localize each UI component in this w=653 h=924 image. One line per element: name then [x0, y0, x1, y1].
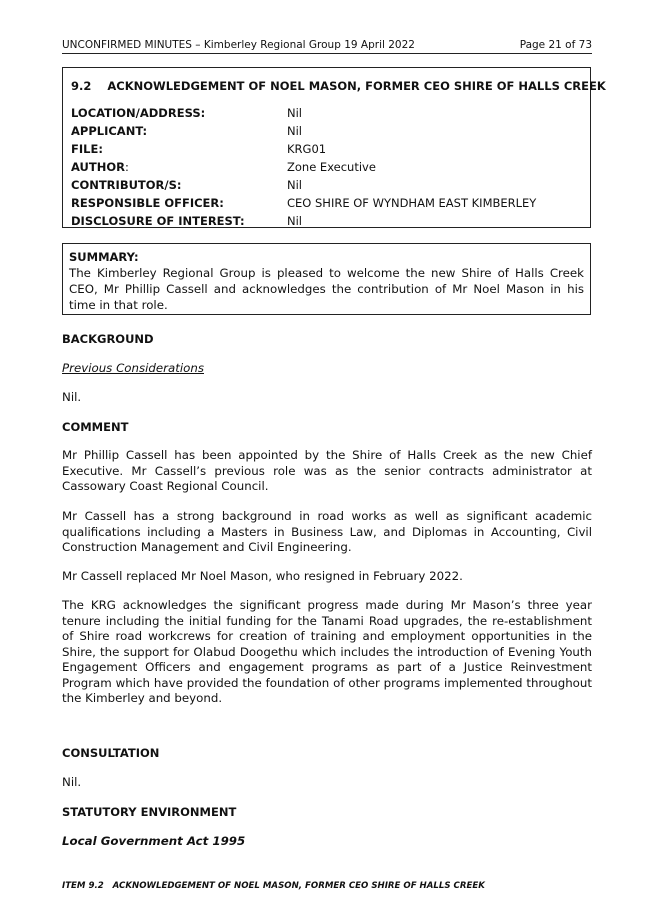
summary-text: The Kimberley Regional Group is pleased to welcome the new Shire of Halls Creek CEO, Mr Phillip Cassell and acknowledges the contribution of Mr Noel Mason in his time in that role. [69, 266, 584, 312]
field-value: Nil [287, 178, 302, 192]
page-number: Page 21 of 73 [519, 39, 592, 51]
header-title: UNCONFIRMED MINUTES – Kimberley Regional Group 19 April 2022 [62, 39, 415, 51]
comment-heading: COMMENT [62, 420, 129, 434]
comment-paragraph: The KRG acknowledges the significant progress made during Mr Mason’s three year tenure including the initial funding for the Tanami Road upgrades, the re-establishment of Shire road workcrews for creation of training and employment opportunities in the Shire, the support for Olabud Doogethu which includes the introduction of Evening Youth Engagement Officers and engagement programs as part of a Justice Reinvestment Program which have provided the foundation of other programs implemented throughout the Kimberley and beyond. [62, 598, 592, 705]
field-value: Nil [287, 214, 302, 228]
field-value: CEO SHIRE OF WYNDHAM EAST KIMBERLEY [287, 196, 537, 210]
item-title: 9.2 ACKNOWLEDGEMENT OF NOEL MASON, FORMER CEO SHIRE OF HALLS CREEK [71, 79, 606, 93]
page-header [62, 39, 592, 54]
field-label [71, 160, 281, 174]
field-label-colon: : [125, 160, 129, 174]
field-label: DISCLOSURE OF INTEREST: [71, 214, 245, 228]
field-label: FILE: [71, 142, 103, 156]
field-value: Nil [287, 124, 302, 138]
field-label: LOCATION/ADDRESS: [71, 106, 206, 120]
field-label-text: AUTHOR [71, 160, 125, 174]
statutory-heading: STATUTORY ENVIRONMENT [62, 805, 237, 819]
comment-paragraph: Mr Phillip Cassell has been appointed by the Shire of Halls Creek as the new Chief Executive. Mr Cassell’s previous role was as the senior contracts administrator at Cassowary Coast Regional Council. [62, 448, 592, 493]
item-details-box [62, 67, 606, 228]
comment-paragraph: Mr Cassell replaced Mr Noel Mason, who resigned in February 2022. [62, 569, 463, 583]
field-value: Nil [287, 106, 302, 120]
field-label: APPLICANT: [71, 124, 148, 138]
field-value: KRG01 [287, 142, 327, 156]
background-heading: BACKGROUND [62, 332, 154, 346]
field-label: CONTRIBUTOR/S: [71, 178, 182, 192]
page-footer: ITEM 9.2 ACKNOWLEDGEMENT OF NOEL MASON, FORMER CEO SHIRE OF HALLS CREEK [62, 881, 485, 891]
summary-heading: SUMMARY: [69, 250, 139, 264]
background-text: Nil. [62, 390, 82, 404]
consultation-heading: CONSULTATION [62, 746, 160, 760]
summary-box [62, 243, 591, 315]
consultation-text: Nil. [62, 775, 82, 789]
field-label: RESPONSIBLE OFFICER: [71, 196, 224, 210]
previous-considerations-subheading: Previous Considerations [62, 361, 204, 375]
comment-paragraph: Mr Cassell has a strong background in road works as well as significant academic qualifications including a Masters in Business Law, and Diplomas in Accounting, Civil Construction Management and Civil Engineering. [62, 509, 592, 554]
statutory-subheading: Local Government Act 1995 [62, 834, 246, 848]
field-value: Zone Executive [287, 160, 376, 174]
